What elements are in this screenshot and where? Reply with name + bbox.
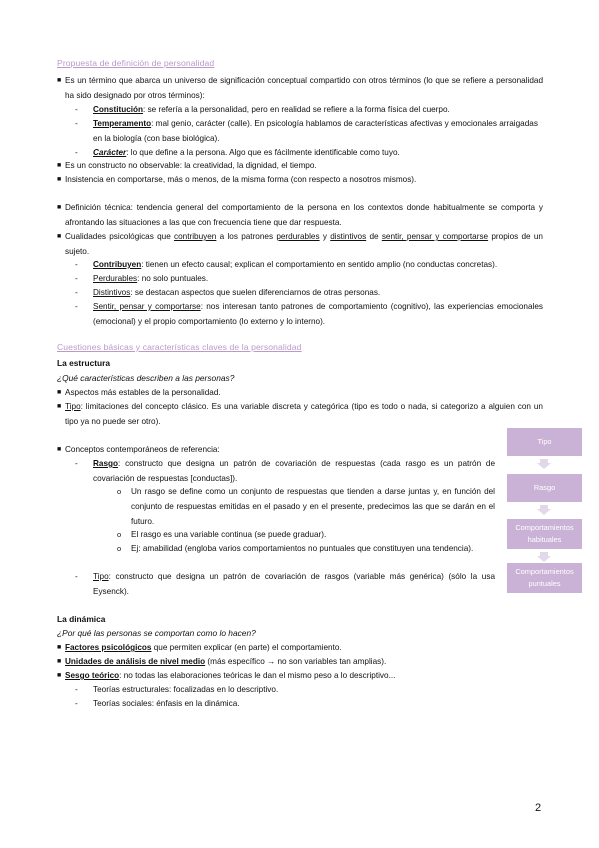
rasgo-subitem: o Un rasgo se define como un conjunto de respuestas que tienden a darse juntas y, en función del conjunto de respuestas emitidas en el pasado y en el presente, predecimos las que se darán en el futuro. [117, 484, 495, 529]
bullet-universe: ■ Es un término que abarca un universo de significación conceptual compartido con otros términos (lo que se refiere a personalidad ha sido designado por otros términos): [57, 73, 543, 103]
bullet-theoretical-bias: ■ Sesgo teórico: no todas las elaboraciones teóricas le dan el mismo peso a lo descriptivo... [57, 668, 543, 683]
theory-social: - Teorías sociales: énfasis en la dinámica. [75, 696, 543, 711]
dash-bullet-icon: - [75, 699, 78, 708]
square-bullet-icon: ■ [57, 672, 62, 679]
square-bullet-icon: ■ [57, 204, 62, 211]
down-arrow-icon [537, 505, 551, 515]
bullet-psych-factors: ■ Factores psicológicos que permiten explicar (en parte) el comportamiento. [57, 640, 543, 655]
dash-bullet-icon: - [75, 572, 78, 581]
term-constitucion: - Constitución: se refería a la personalidad, pero en realidad se refiere a la forma física del cuerpo. [75, 102, 543, 117]
structure-question: ¿Qué características describen a las personas? [57, 373, 235, 383]
down-arrow-icon [537, 552, 551, 562]
term-temperamento: - Temperamento: mal genio, carácter (calle). En psicología hablamos de características afectivas y emocionales arraigadas en la biología (con base biológica). [75, 116, 543, 146]
dash-bullet-icon: - [75, 459, 78, 468]
dash-bullet-icon: - [75, 105, 78, 114]
concept-rasgo: - Rasgo: constructo que designa un patrón de covariación de respuestas (cada rasgo es un patrón de covariación de respuestas [conductas]). [75, 456, 495, 486]
term-caracter: - Carácter: lo que define a la persona. Algo que es fácilmente identificable como tuyo. [75, 145, 543, 160]
section-heading-definition: Propuesta de definición de personalidad [57, 58, 215, 68]
flow-box-puntual: Comportamientos puntuales [507, 563, 582, 593]
subheading-dynamics: La dinámica [57, 614, 106, 624]
dynamics-question: ¿Por qué las personas se comportan como lo hacen? [57, 628, 256, 638]
flow-box-tipo: Tipo [507, 428, 582, 456]
rasgo-subitem: o Ej: amabilidad (engloba varios comportamientos no puntuales que constituyen una tendencia). [117, 541, 495, 556]
bullet-insistence: ■ Insistencia en comportarse, más o menos, de la misma forma (con respecto a nosotros mismos). [57, 172, 543, 187]
down-arrow-icon [537, 459, 551, 469]
square-bullet-icon: ■ [57, 403, 62, 410]
dash-bullet-icon: - [75, 302, 78, 311]
quality-contribuyen: - Contribuyen: tienen un efecto causal; explican el comportamiento en sentido amplio (no conductas concretas). [75, 257, 543, 272]
square-bullet-icon: ■ [57, 233, 62, 240]
bullet-analysis-units: ■ Unidades de análisis de nivel medio (más específico → no son variables tan amplias). [57, 654, 543, 669]
bullet-technical-definition: ■ Definición técnica: tendencia general del comportamiento de la persona en los contextos donde habitualmente se comporta y afrontando las situaciones a las que con frecuencia tiene que dar respuesta. [57, 200, 543, 230]
dash-bullet-icon: - [75, 148, 78, 157]
bullet-construct: ■ Es un constructo no observable: la creatividad, la dignidad, el tiempo. [57, 158, 543, 173]
theory-structural: - Teorías estructurales: focalizadas en lo descriptivo. [75, 682, 543, 697]
concept-tipo: - Tipo: constructo que designa un patrón de covariación de rasgos (variable más genérica) (sólo la usa Eysenck). [75, 569, 495, 599]
dash-bullet-icon: - [75, 260, 78, 269]
quality-distintivos: - Distintivos: se destacan aspectos que suelen diferenciarnos de otras personas. [75, 285, 543, 300]
square-bullet-icon: ■ [57, 644, 62, 651]
circle-bullet-icon: o [117, 544, 122, 553]
square-bullet-icon: ■ [57, 176, 62, 183]
bullet-qualities: ■ Cualidades psicológicas que contribuyen a los patrones perdurables y distintivos de sentir, pensar y comportarse propios de un sujeto. [57, 229, 543, 259]
square-bullet-icon: ■ [57, 77, 62, 84]
rasgo-subitem: o El rasgo es una variable continua (se puede graduar). [117, 527, 495, 542]
dash-bullet-icon: - [75, 119, 78, 128]
flow-box-rasgo: Rasgo [507, 474, 582, 502]
bullet-concepts: ■ Conceptos contemporáneos de referencia: [57, 442, 487, 457]
subheading-structure: La estructura [57, 358, 111, 368]
flow-box-habitual: Comportamientos habituales [507, 519, 582, 549]
square-bullet-icon: ■ [57, 446, 62, 453]
circle-bullet-icon: o [117, 487, 122, 496]
section-heading-basic-questions: Cuestiones básicas y características claves de la personalidad [57, 342, 302, 352]
dash-bullet-icon: - [75, 274, 78, 283]
square-bullet-icon: ■ [57, 389, 62, 396]
square-bullet-icon: ■ [57, 162, 62, 169]
circle-bullet-icon: o [117, 530, 122, 539]
quality-sentir-pensar: - Sentir, pensar y comportarse: nos interesan tanto patrones de comportamiento (cognitivo), las experiencias emocionales (emocional) y el propio comportamiento (lo externo y lo interno). [75, 299, 543, 329]
square-bullet-icon: ■ [57, 658, 62, 665]
page-number: 2 [535, 802, 542, 814]
bullet-tipo: ■ Tipo: limitaciones del concepto clásico. Es una variable discreta y categórica (tipo es todo o nada, si categorizo a alguien con un tipo ya no puede ser otro). [57, 399, 543, 429]
quality-perdurables: - Perdurables: no solo puntuales. [75, 271, 543, 286]
dash-bullet-icon: - [75, 685, 78, 694]
dash-bullet-icon: - [75, 288, 78, 297]
bullet-stable: ■ Aspectos más estables de la personalidad. [57, 385, 543, 400]
